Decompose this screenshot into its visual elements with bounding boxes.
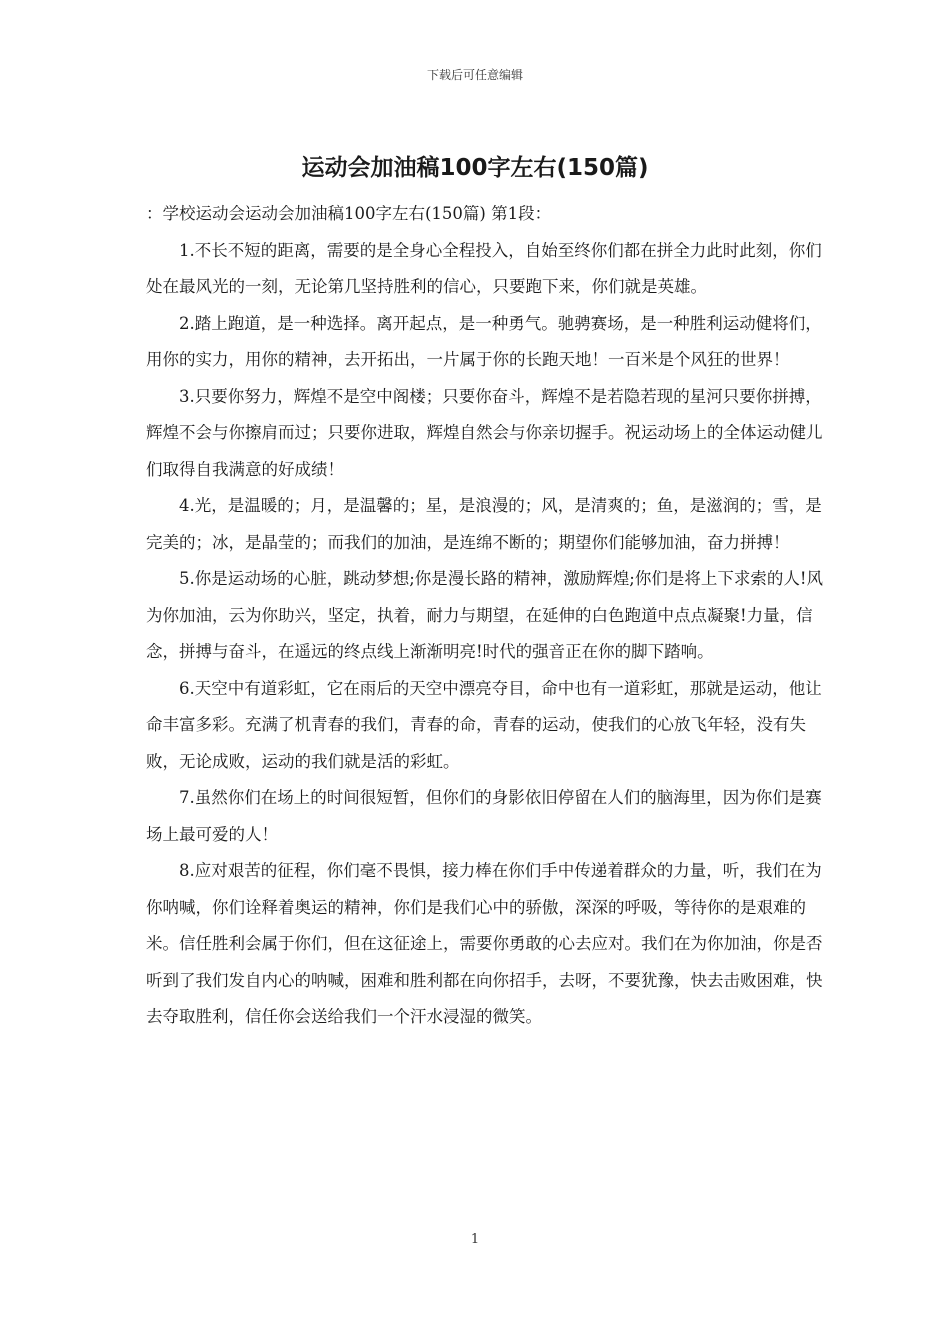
header-note: 下载后可任意编辑 [426, 68, 523, 82]
intro-line: ：学校运动会运动会加油稿100字左右(150篇) 第1段： [146, 204, 552, 223]
paragraph-2: 2.踏上跑道，是一种选择。离开起点，是一种勇气。驰骋赛场，是一种胜利运动健将们，用你的实力，用你的精神，去开拓出，一片属于你的长跑天地！一百米是个风狂的世界！ [146, 313, 822, 369]
page-number: 1 [470, 1232, 480, 1247]
paragraph-3: 3.只要你努力，辉煌不是空中阁楼；只要你奋斗，辉煌不是若隐若现的星河只要你拼搏，辉煌不会与你擦肩而过；只要你进取，辉煌自然会与你亲切握手。祝运动场上的全体运动健儿们取得自我满意的好成绩！ [146, 386, 823, 479]
document-title: 运动会加油稿100字左右(150篇) [301, 155, 649, 181]
paragraph-8: 8.应对艰苦的征程，你们毫不畏惧，接力棒在你们手中传递着群众的力量，听，我们在为你呐喊，你们诠释着奥运的精神，你们是我们心中的骄傲，深深的呼吸，等待你的是艰难的米。信任胜利会属于你们，但在这征途上，需要你勇敢的心去应对。我们在为你加油，你是否听到了我们发自内心的呐喊，困难和胜利都在向你招手，去呀，不要犹豫，快去击败困难，快去夺取胜利，信任你会送给我们一个汗水浸湿的微笑。 [146, 861, 823, 1026]
paragraph-4: 4.光，是温暖的；月，是温馨的；星，是浪漫的；风，是清爽的；鱼，是滋润的；雪，是完美的；冰，是晶莹的；而我们的加油，是连绵不断的；期望你们能够加油，奋力拼搏！ [146, 496, 822, 552]
paragraph-6: 6.天空中有道彩虹，它在雨后的天空中漂亮夺目，命中也有一道彩虹，那就是运动，他让命丰富多彩。充满了机青春的我们，青春的命，青春的运动，使我们的心放飞年轻，没有失败，无论成败，运动的我们就是活的彩虹。 [146, 678, 822, 771]
document-body [146, 196, 826, 1036]
paragraph-7: 7.虽然你们在场上的时间很短暂，但你们的身影依旧停留在人们的脑海里，因为你们是赛场上最可爱的人！ [146, 788, 822, 844]
paragraph-1: 1.不长不短的距离，需要的是全身心全程投入，自始至终你们都在拼全力此时此刻，你们处在最风光的一刻，无论第几坚持胜利的信心，只要跑下来，你们就是英雄。 [146, 240, 822, 296]
paragraph-5: 5.你是运动场的心脏，跳动梦想;你是漫长路的精神，激励辉煌;你们是将上下求索的人!风为你加油，云为你助兴，坚定，执着，耐力与期望，在延伸的白色跑道中点点凝聚!力量，信念，拼搏与奋斗，在遥远的终点线上渐渐明亮!时代的强音正在你的脚下踏响。 [146, 569, 823, 661]
